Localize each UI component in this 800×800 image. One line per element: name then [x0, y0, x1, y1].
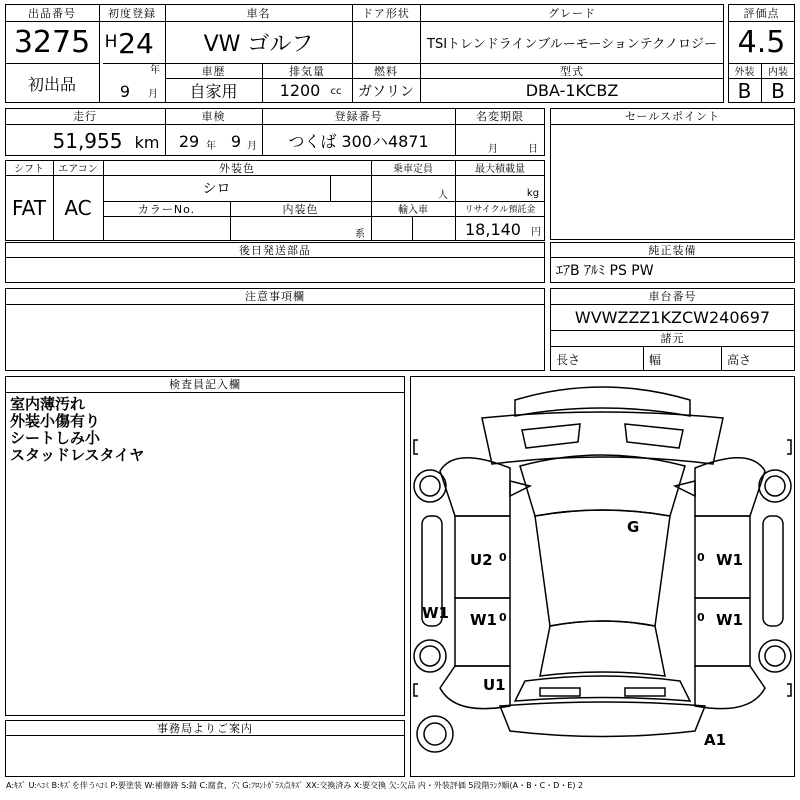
- import-label: 輸入車: [398, 205, 428, 216]
- width-label: 幅: [649, 352, 662, 367]
- office-label: 事務局よりご案内: [157, 721, 253, 735]
- mileage-value: 51,955: [52, 129, 123, 153]
- damage-mark-zero: 0: [499, 551, 507, 564]
- ac-label: エアコン: [58, 164, 98, 175]
- inspector-notes: [10, 396, 400, 464]
- sales-points-label: セールスポイント: [624, 110, 720, 123]
- model-label: 型式: [560, 64, 584, 78]
- model-value: DBA-1KCBZ: [525, 81, 619, 100]
- recycle-value: 18,140: [465, 219, 521, 239]
- damage-mark-u2: U2: [470, 551, 493, 569]
- dimensions-label: 諸元: [660, 332, 685, 345]
- inspector-label: 検査員記入欄: [169, 378, 241, 391]
- damage-mark-u1: U1: [483, 676, 506, 694]
- inspector-note: 室内薄汚れ: [10, 395, 86, 413]
- fuel-label: 燃料: [374, 64, 398, 78]
- damage-mark-zero: 0: [697, 611, 705, 624]
- chassis-label: 車台番号: [648, 290, 697, 303]
- exterior-label: 外装: [734, 67, 755, 78]
- name-change-month-unit: 月: [488, 143, 498, 154]
- history-label: 車歴: [201, 64, 226, 78]
- inspector-note: 外装小傷有り: [10, 412, 101, 430]
- max-load-unit: kg: [526, 187, 540, 199]
- recycle-unit: 円: [531, 226, 541, 238]
- capacity-label: 乗車定員: [393, 164, 433, 175]
- score-value: 4.5: [737, 24, 786, 60]
- capacity-unit: 人: [438, 189, 448, 200]
- sales-points-block: [550, 108, 795, 240]
- exterior-color-label: 外装色: [219, 161, 255, 175]
- lot-number-label: 出品番号: [28, 6, 76, 20]
- displacement-unit: cc: [330, 85, 342, 97]
- year-unit: 年: [150, 64, 160, 76]
- inspection-month: 9: [230, 131, 242, 151]
- mileage-unit: km: [134, 132, 160, 152]
- damage-mark-w1: W1: [422, 604, 449, 622]
- era-label: H: [104, 32, 118, 52]
- shift-label: シフト: [14, 164, 44, 175]
- damage-mark-w1: W1: [716, 551, 743, 569]
- car-name: VW ゴルフ: [203, 31, 314, 57]
- grade-label: グレード: [548, 6, 596, 20]
- first-registration-month: 9: [119, 81, 131, 101]
- genuine-equipment-value: ｴｱB ｱﾙﾐ PS PW: [556, 263, 654, 279]
- name-change-day-unit: 日: [528, 143, 538, 154]
- interior-label: 内装: [768, 67, 788, 78]
- car-diagram: [410, 376, 795, 777]
- door-value: [352, 21, 420, 63]
- damage-mark-a1: A1: [704, 731, 727, 749]
- name-change-label: 名変期限: [476, 110, 524, 123]
- height-label: 高さ: [727, 352, 752, 367]
- inspection-month-unit: 月: [247, 140, 257, 152]
- exterior-grade: B: [737, 78, 752, 103]
- interior-color-unit: 系: [355, 228, 365, 239]
- inspection-label: 車検: [201, 110, 226, 123]
- inspector-note: スタッドレスタイヤ: [10, 446, 145, 464]
- registration-number: つくば 300ハ4871: [288, 131, 429, 151]
- damage-mark-g: G: [627, 518, 640, 536]
- damage-mark-w1: W1: [716, 611, 743, 629]
- mileage-label: 走行: [73, 110, 97, 123]
- recycle-label: リサイクル預託金: [464, 205, 536, 215]
- color-number-label: カラーNo.: [137, 202, 196, 216]
- score-label: 評価点: [743, 6, 780, 20]
- interior-color-label: 内装色: [282, 202, 319, 216]
- damage-mark-w1: W1: [470, 611, 497, 629]
- displacement-value: 1200: [279, 81, 321, 100]
- notice-label: 注意事項欄: [245, 290, 305, 303]
- first-listing: 初出品: [27, 74, 76, 94]
- shift-value: FAT: [11, 196, 46, 220]
- registration-label: 登録番号: [334, 110, 383, 123]
- inspection-year: 29: [178, 131, 200, 151]
- first-registration-label: 初度登録: [108, 6, 156, 20]
- history-value: 自家用: [189, 82, 238, 101]
- interior-grade: B: [771, 78, 785, 103]
- ac-value: AC: [64, 196, 92, 220]
- exterior-color-value: シロ: [202, 181, 231, 197]
- first-registration-year: 24: [118, 26, 154, 60]
- inspector-note: シートしみ小: [10, 429, 101, 447]
- damage-mark-zero: 0: [697, 551, 705, 564]
- chassis-number: WVWZZZ1KZCW240697: [574, 307, 771, 327]
- fuel-value: ガソリン: [358, 83, 414, 100]
- damage-mark-zero: 0: [499, 611, 507, 624]
- later-parts-label: 後日発送部品: [239, 243, 311, 257]
- month-unit: 月: [148, 88, 158, 100]
- length-label: 長さ: [556, 352, 581, 367]
- grade-value: TSIトレンドラインブルーモーションテクノロジー: [427, 36, 717, 52]
- max-load-label: 最大積載量: [475, 164, 525, 175]
- lot-number: 3275: [13, 24, 91, 60]
- displacement-label: 排気量: [289, 64, 325, 78]
- inspection-year-unit: 年: [206, 140, 216, 152]
- door-label: ドア形状: [362, 6, 410, 20]
- genuine-equipment-label: 純正装備: [648, 243, 697, 257]
- legend-text: A:ｷｽﾞ U:ﾍｺﾐ B:ｷｽﾞを伴うﾍｺﾐ P:要塗装 W:補修跡 S:錆 C:腐食、穴 G:ﾌﾛﾝﾄｶﾞﾗｽ点ｷｽﾞ XX:交換済み X:要交換 欠:欠品 内・外装評価 5段階ﾗﾝｸ順(A・B・C・D・E) 2: [6, 781, 584, 790]
- car-name-label: 車名: [246, 6, 271, 20]
